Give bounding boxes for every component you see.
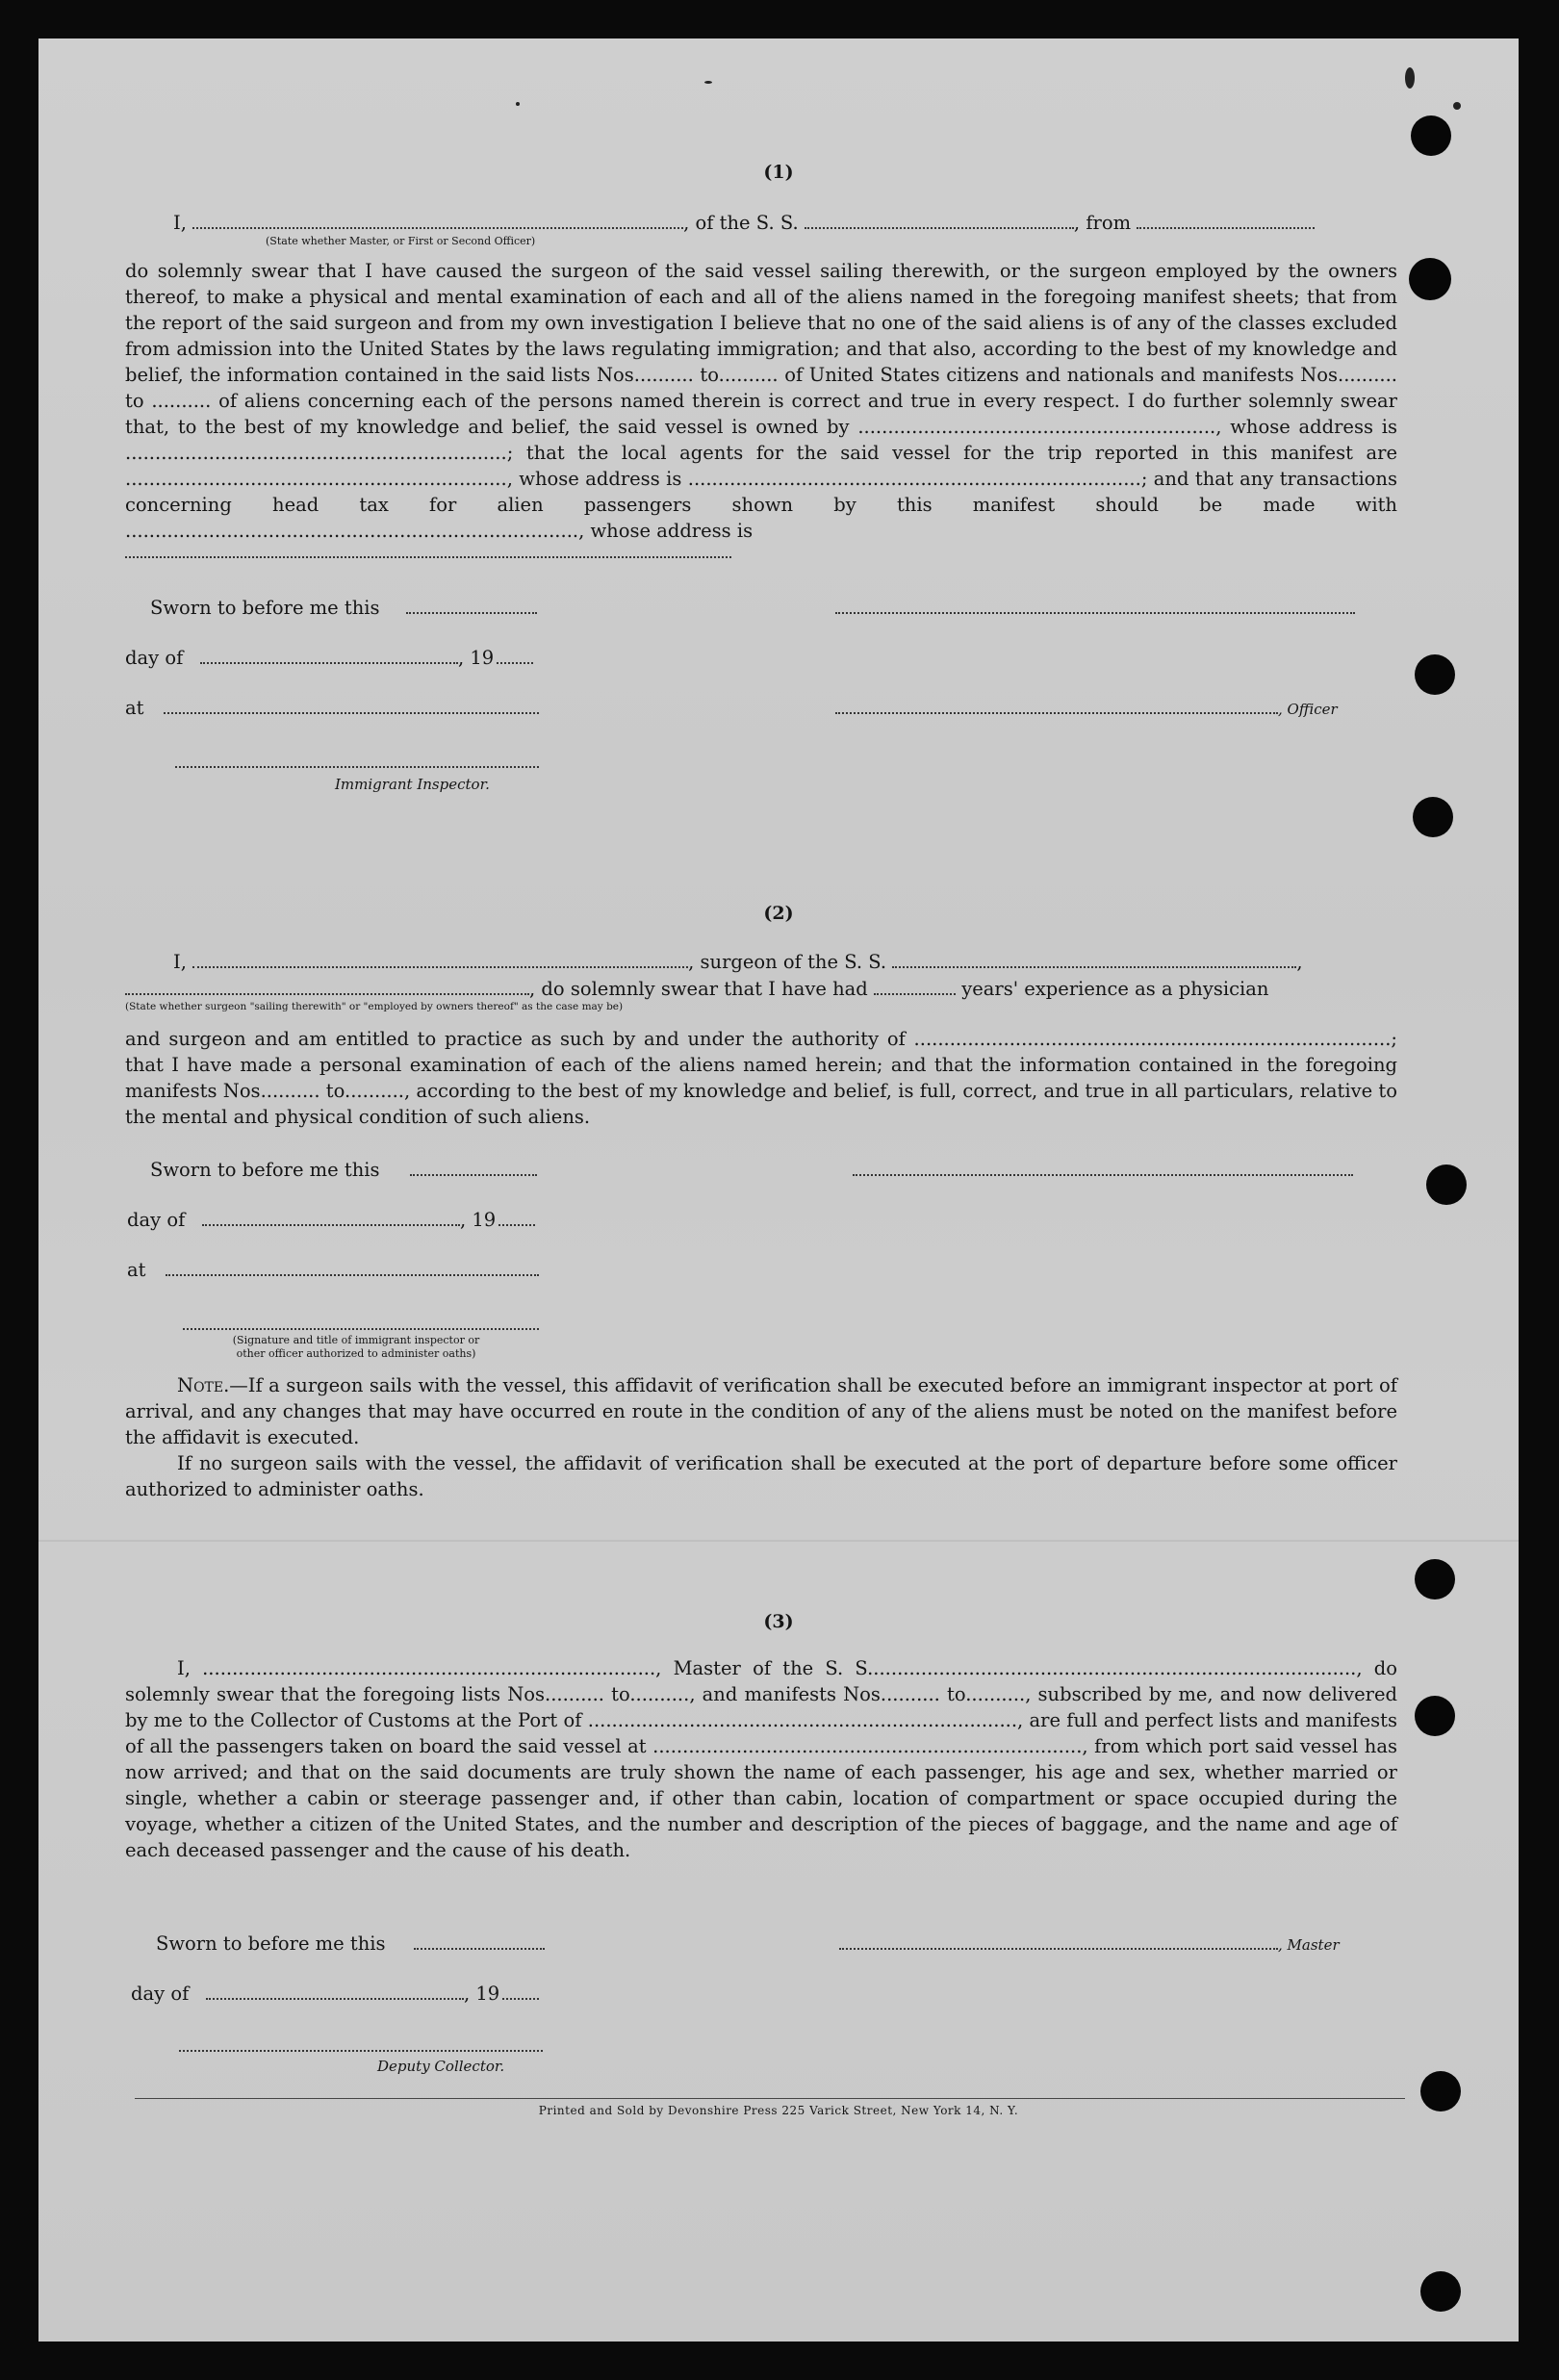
officer-signature-line-top[interactable] — [835, 612, 1355, 614]
footer-rule — [135, 2098, 1405, 2099]
sworn-date-field-2[interactable] — [410, 1174, 537, 1176]
surgeon-vessel-field[interactable] — [892, 951, 1296, 968]
month-field-2[interactable] — [202, 1224, 460, 1226]
place-field-1[interactable] — [164, 712, 539, 714]
form-sheet — [38, 38, 1519, 2342]
deputy-collector-title: Deputy Collector. — [377, 2058, 505, 2075]
officer-rank-caption: (State whether Master, or First or Second Officer) — [266, 235, 536, 247]
note-label: Note. — [177, 1374, 230, 1396]
officer-title: , Officer — [1278, 701, 1338, 718]
month-field-3[interactable] — [206, 1998, 464, 2000]
note-paragraph — [125, 1372, 1397, 1450]
punch-hole — [1409, 258, 1451, 300]
agent-address-field[interactable] — [125, 556, 731, 558]
place-field-2[interactable] — [166, 1274, 539, 1276]
ink-speck — [1453, 102, 1461, 110]
section-1-first-line — [173, 212, 1315, 234]
month-field-1[interactable] — [200, 662, 458, 664]
at-label-2: at — [127, 1259, 146, 1281]
signature-caption-line-2: other officer authorized to administer oaths) — [236, 1347, 476, 1360]
punch-hole — [1413, 797, 1453, 837]
deputy-collector-signature-line[interactable] — [179, 2050, 543, 2052]
year-label-2: , 19 — [460, 1209, 497, 1231]
punch-hole — [1426, 1164, 1467, 1205]
surgeon-status-caption: (State whether surgeon "sailing therewith" or "employed by owners thereof" as the case may be) — [125, 1001, 624, 1012]
punch-hole — [1411, 115, 1451, 156]
inspector-signature-line[interactable] — [175, 766, 539, 768]
section-1-oath-text: do solemnly swear that I have caused the surgeon of the said vessel sailing therewith, or the surgeon employed by the owners thereof, to make a physical and mental examination of each and all of the aliens named in the foregoing manifest sheets; that from the report of the said surgeon and from my own investigation I believe that no one of the said aliens is of any of the classes excluded from admission into the United States by the laws regulating immigration; and that also, according to the best of my knowledge and belief, the information contained in the said lists Nos.......... to.......... of United States citizens and nationals and manifests Nos.......... to .......... of aliens concerning each of the persons named therein is correct and true in every respect. I do further solemnly swear that, to the best of my knowledge and belief, the said vessel is owned by ............................................................, whose address is ................................................................; that the local agents for the said vessel for the trip reported in this manifest are ................................................................, whose address is ............................................................................; and that any transactions concerning head tax for alien passengers shown by this manifest should be made with ............................................................................, whose address is — [125, 260, 1397, 542]
vessel-name-field[interactable] — [805, 212, 1074, 229]
section-2-first-line: I, , surgeon of the S. S. , — [173, 951, 1303, 973]
inspector-title: Immigrant Inspector. — [335, 776, 490, 793]
year-label-1: , 19 — [458, 647, 495, 669]
section-2-oath-block — [125, 1026, 1397, 1130]
section-3-oath-text — [125, 1655, 1397, 1863]
section-1-heading: (1) — [763, 162, 794, 183]
section-3-oath-body: I, ............................................................................, Master of the S. S.................................................................................., do solemnly swear that the foregoing lists Nos.......... to.........., and manifests Nos.......... to.........., subscribed by me, and now delivered by me to the Collector of Customs at the Port of ........................................................................, are full and perfect lists and manifests of all the passengers taken on board the said vessel at ........................................................................, from which port said vessel has now arrived; and that on the said documents are truly shown the name of each passenger, his age and sex, whether married or single, whether a cabin or steerage passenger and, if other than cabin, location of compartment or space occupied during the voyage, whether a citizen of the United States, and the number and description of the pieces of baggage, and the name and age of each deceased passenger and the cause of his death. — [125, 1657, 1397, 1861]
master-title: , Master — [1278, 1936, 1340, 1954]
at-label-1: at — [125, 697, 144, 719]
years-field[interactable] — [874, 978, 956, 995]
punch-hole — [1415, 1559, 1455, 1599]
note-block — [125, 1372, 1397, 1502]
day-of-label-3: day of — [131, 1983, 190, 2005]
section-2-second-line — [125, 978, 1268, 1000]
section-3-oath-block — [125, 1655, 1397, 1863]
section-1-oath-block — [125, 258, 1397, 544]
sworn-label-2: Sworn to before me this — [150, 1159, 380, 1181]
sworn-label-1: Sworn to before me this — [150, 597, 380, 619]
surgeon-signature-line[interactable] — [853, 1174, 1353, 1176]
surgeon-status-field[interactable] — [125, 978, 529, 995]
surgeon-prefix: I, — [173, 951, 187, 973]
year-field-2[interactable] — [498, 1224, 535, 1226]
fold-crease — [38, 1540, 1519, 1542]
note-text: —If a surgeon sails with the vessel, this affidavit of verification shall be executed before an immigrant inspector at port of arrival, and any changes that may have occurred en route in the condition of any of the aliens must be noted on the manifest before the affidavit is executed. — [125, 1374, 1397, 1448]
master-signature-line[interactable] — [839, 1948, 1278, 1950]
day-of-label-2: day of — [127, 1209, 186, 1231]
officer-signature-line[interactable] — [835, 712, 1278, 714]
note-2-text: If no surgeon sails with the vessel, the affidavit of verification shall be executed at the port of departure before some officer authorized to administer oaths. — [125, 1452, 1397, 1500]
sworn-date-field-3[interactable] — [414, 1948, 545, 1950]
from-text: , from — [1073, 212, 1132, 234]
of-the-ss-text: , of the S. S. — [683, 212, 799, 234]
year-field-1[interactable] — [497, 662, 533, 664]
ink-speck — [1405, 67, 1415, 89]
punch-hole — [1415, 654, 1455, 695]
section-2-oath-text: and surgeon and am entitled to practice as such by and under the authority of ................................................................................; that I have made a personal examination of each of the aliens named herein; and that the information contained in the foregoing manifests Nos.......... to.........., according to the best of my knowledge and belief, is full, correct, and true in all particulars, relative to the mental and physical condition of such aliens. — [125, 1028, 1397, 1128]
surgeon-name-field[interactable] — [192, 951, 688, 968]
years-experience-text: , do solemnly swear that I have had — [529, 978, 868, 1000]
printer-imprint: Printed and Sold by Devonshire Press 225 Varick Street, New York 14, N. Y. — [538, 2104, 1019, 2117]
sworn-date-field-1[interactable] — [406, 612, 537, 614]
section-3-heading: (3) — [763, 1611, 794, 1632]
punch-hole — [1420, 2271, 1461, 2312]
note-paragraph-2 — [125, 1450, 1397, 1502]
ink-speck — [704, 81, 712, 84]
physician-text: years' experience as a physician — [961, 978, 1269, 1000]
ink-speck — [516, 102, 520, 106]
year-field-3[interactable] — [502, 1998, 539, 2000]
year-label-3: , 19 — [464, 1983, 500, 2005]
from-port-field[interactable] — [1137, 212, 1315, 229]
day-of-label-1: day of — [125, 647, 184, 669]
declarant-prefix: I, — [173, 212, 187, 234]
inspector-signature-line-2[interactable] — [183, 1328, 539, 1330]
section-2-heading: (2) — [763, 903, 794, 924]
signature-caption-line-1: (Signature and title of immigrant inspector or — [232, 1334, 480, 1346]
punch-hole — [1415, 1696, 1455, 1736]
officer-name-field[interactable] — [192, 212, 683, 229]
sworn-label-3: Sworn to before me this — [156, 1932, 386, 1955]
surgeon-of-ss-text: , surgeon of the S. S. — [688, 951, 887, 973]
